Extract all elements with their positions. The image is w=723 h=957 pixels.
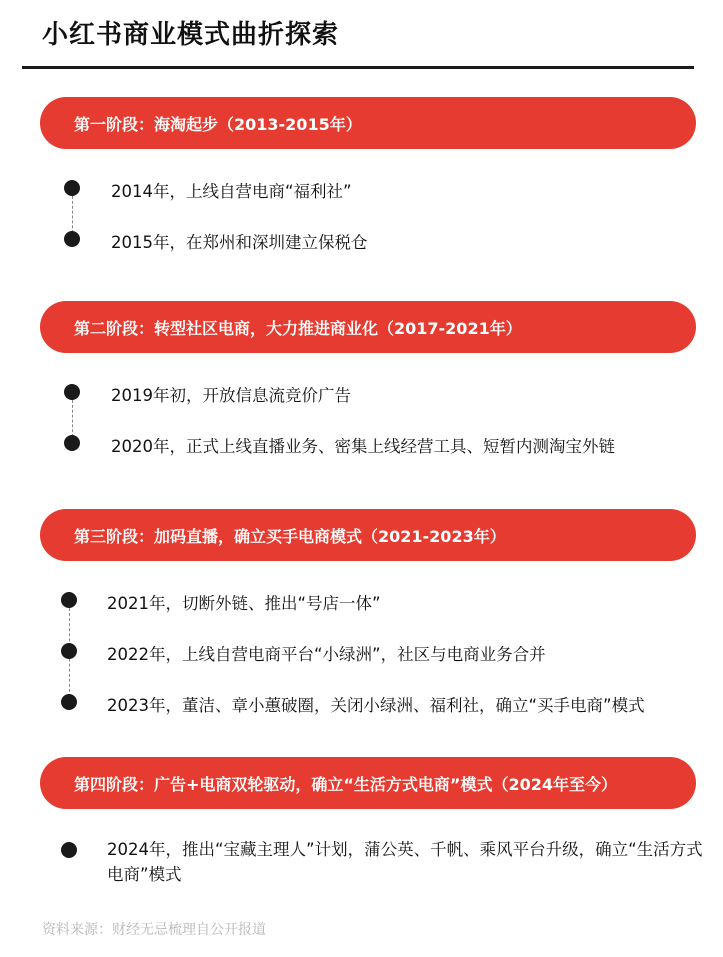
- stage-2-banner: 第二阶段：转型社区电商，大力推进商业化（2017-2021年）: [40, 301, 696, 353]
- page-title: 小红书商业模式曲折探索: [42, 20, 340, 50]
- stage-2-item-1-bullet: [64, 384, 80, 400]
- title-divider: [22, 66, 694, 69]
- stage-4-banner: 第四阶段：广告+电商双轮驱动，确立“生活方式电商”模式（2024年至今）: [40, 757, 696, 809]
- stage-2-item-2-bullet: [64, 435, 80, 451]
- stage-3-item-3-bullet: [61, 694, 77, 710]
- stage-3-banner: 第三阶段：加码直播，确立买手电商模式（2021-2023年）: [40, 509, 696, 561]
- stage-1-item-1-bullet: [64, 180, 80, 196]
- stage-4-item-1: 2024年，推出“宝藏主理人”计划，蒲公英、千帆、乘风平台升级，确立“生活方式电商”模式: [107, 840, 703, 884]
- stage-4-item-1-bullet: [61, 842, 77, 858]
- stage-3-item-2-bullet: [61, 643, 77, 659]
- stage-3-item-2: 2022年，上线自营电商平台“小绿洲”，社区与电商业务合并: [107, 645, 546, 664]
- stage-2-item-1: 2019年初，开放信息流竞价广告: [111, 386, 351, 405]
- stage-1-item-2: 2015年，在郑州和深圳建立保税仓: [111, 233, 368, 252]
- stage-3-item-1-bullet: [61, 592, 77, 608]
- stage-1-banner: 第一阶段：海淘起步（2013-2015年）: [40, 97, 696, 149]
- stage-1-item-2-bullet: [64, 231, 80, 247]
- stage-3-item-1: 2021年，切断外链、推出“号店一体”: [107, 594, 381, 613]
- stage-2-item-2: 2020年，正式上线直播业务、密集上线经营工具、短暂内测淘宝外链: [111, 437, 615, 456]
- source-note: 资料来源：财经无忌梳理自公开报道: [42, 922, 266, 938]
- stage-1-item-1: 2014年，上线自营电商“福利社”: [111, 182, 352, 201]
- stage-3-item-3: 2023年，董洁、章小蕙破圈，关闭小绿洲、福利社，确立“买手电商”模式: [107, 696, 645, 715]
